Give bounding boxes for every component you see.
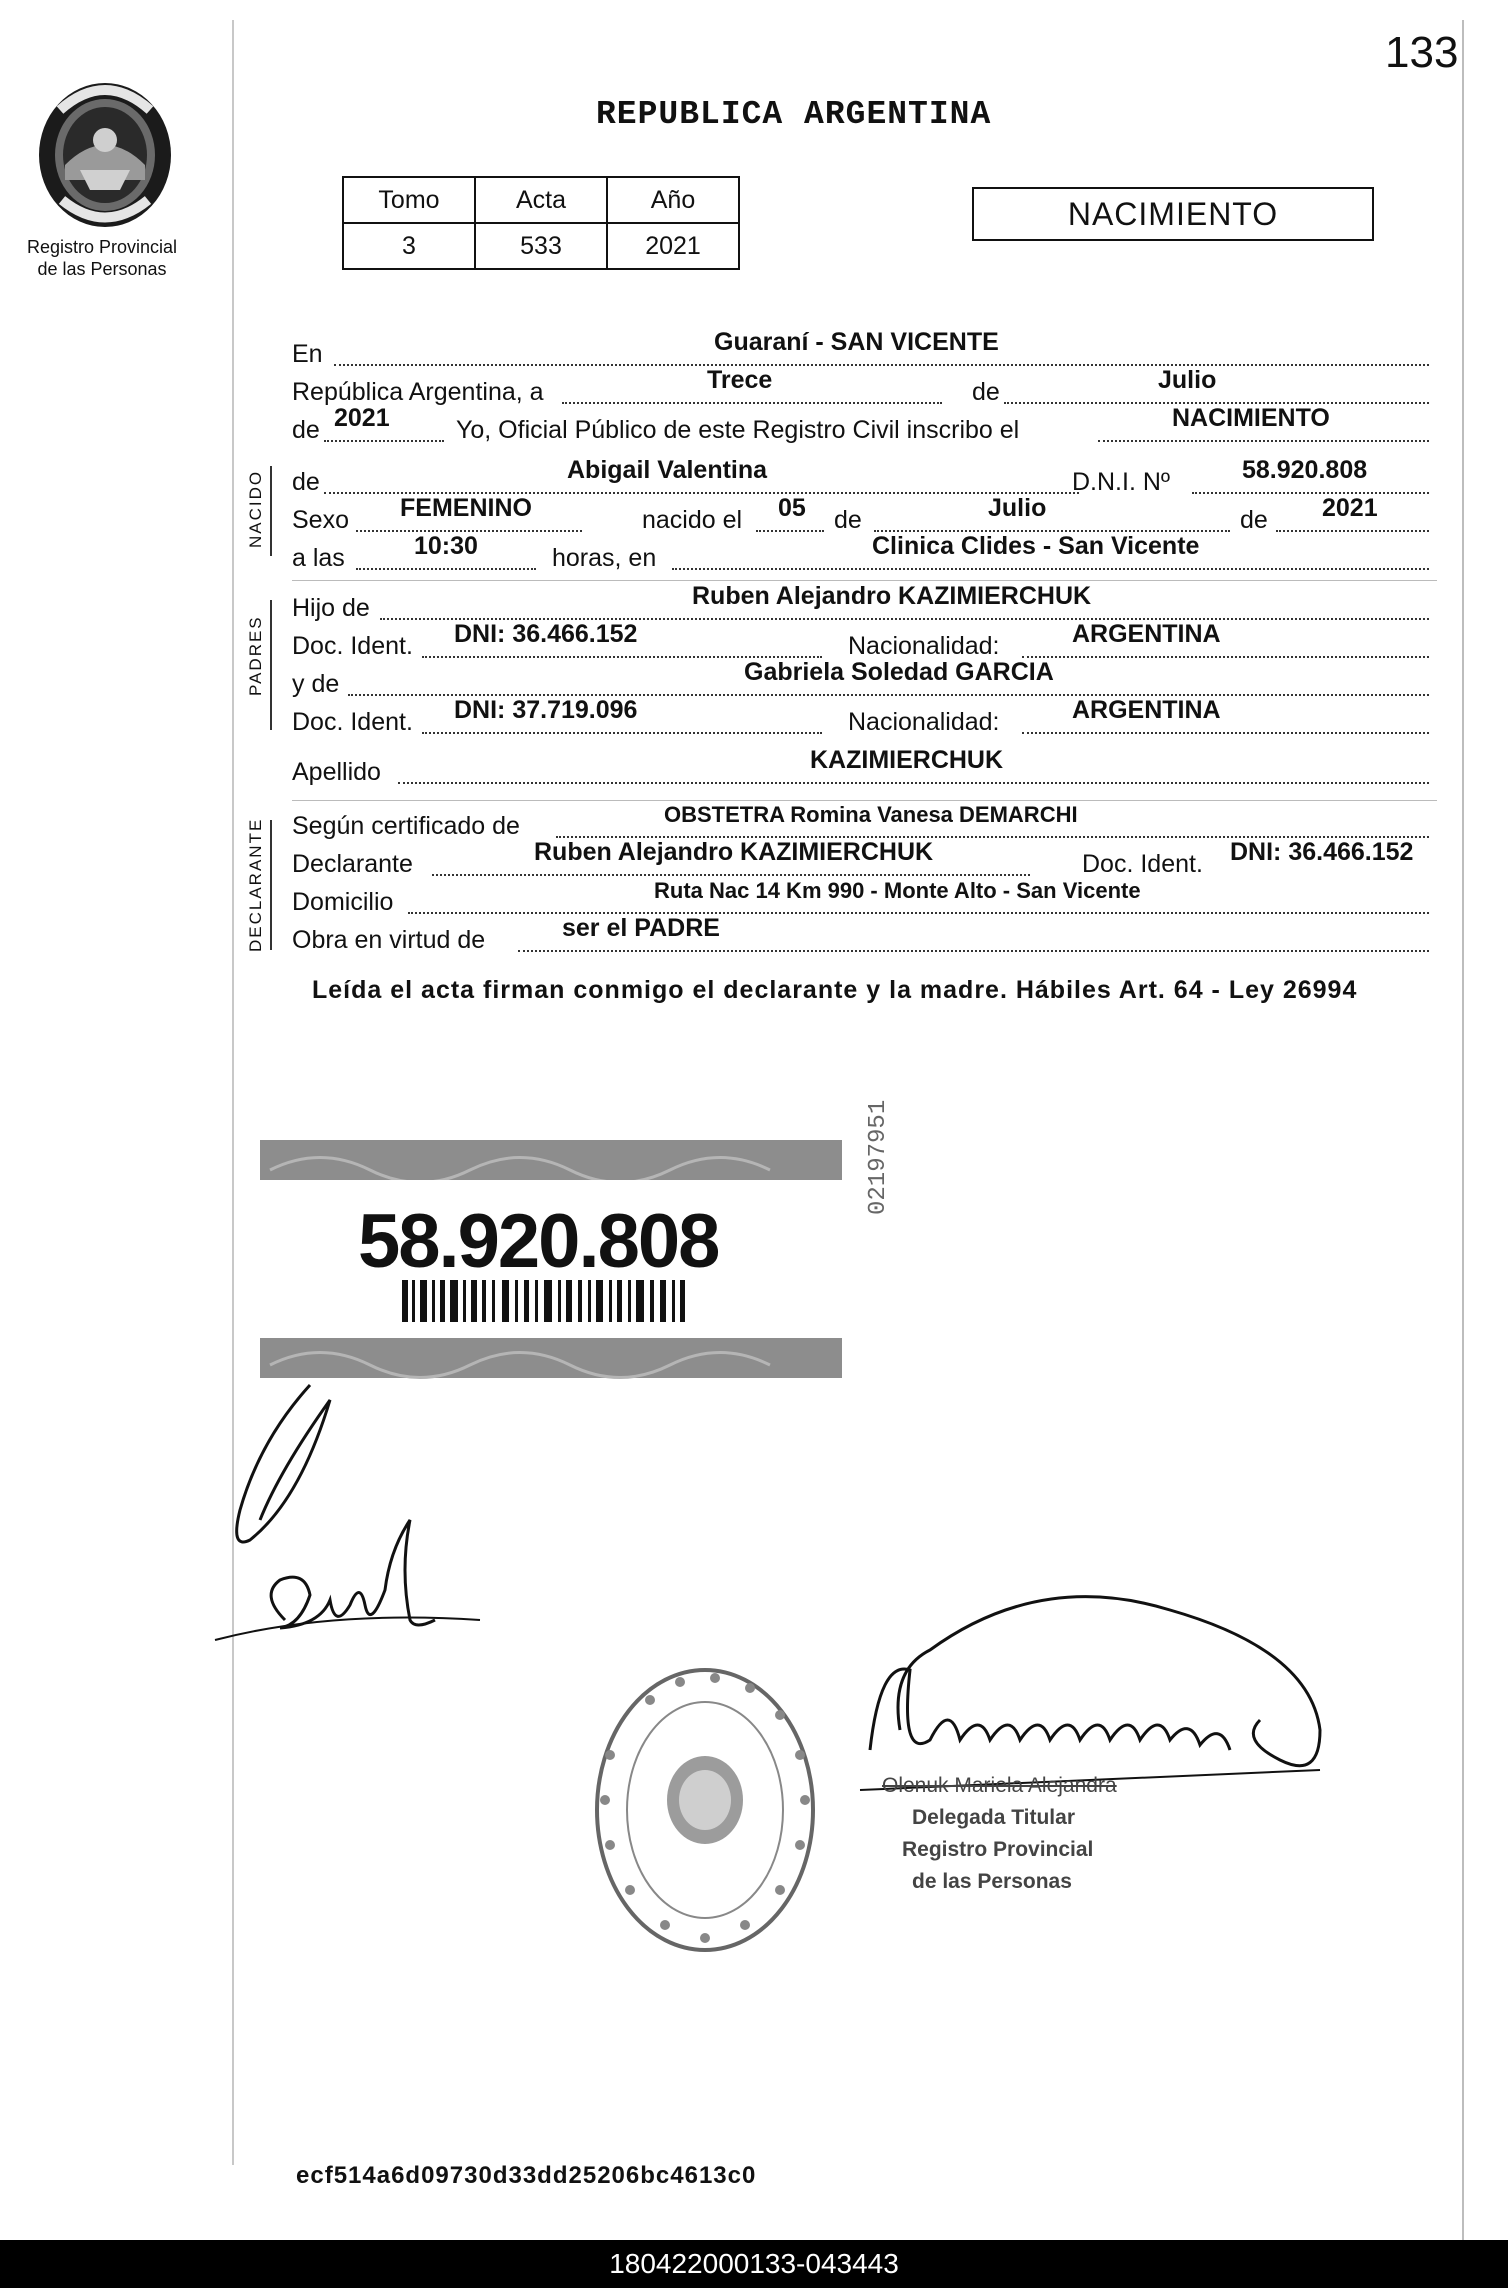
left-margin-line xyxy=(232,20,234,2165)
domicilio-label: Domicilio xyxy=(292,888,394,916)
row-nombre xyxy=(292,456,1437,496)
row-fecha xyxy=(292,366,1437,406)
sexo-label: Sexo xyxy=(292,506,349,534)
declarante-doc-value: DNI: 36.466.152 xyxy=(1230,838,1414,866)
padre-value: Ruben Alejandro KAZIMIERCHUK xyxy=(692,582,1092,610)
y-de-label: y de xyxy=(292,670,340,698)
document-title: REPUBLICA ARGENTINA xyxy=(596,96,992,133)
dni-value: 58.920.808 xyxy=(1242,456,1368,484)
row-obra xyxy=(292,914,1437,954)
row-lugar xyxy=(292,328,1437,368)
declarante-value: Ruben Alejandro KAZIMIERCHUK xyxy=(534,838,934,866)
anio-value: 2021 xyxy=(334,404,390,432)
apellido-value: KAZIMIERCHUK xyxy=(810,746,1004,774)
record-table-cell: 2021 xyxy=(607,223,739,269)
padre-nacionalidad-value: ARGENTINA xyxy=(1072,620,1221,648)
doc-ident-label: Doc. Ident. xyxy=(292,708,413,736)
side-label-padres: PADRES xyxy=(246,615,265,696)
page-edge-line xyxy=(1462,20,1464,2240)
logo-caption xyxy=(12,236,192,280)
registry-seal-stamp xyxy=(590,1660,820,1960)
provincial-emblem-logo xyxy=(30,70,180,230)
nacionalidad-label: Nacionalidad: xyxy=(848,632,1000,660)
official-org-line1: Registro Provincial xyxy=(902,1838,1094,1861)
de-label: de xyxy=(834,506,862,534)
record-table-header: Año xyxy=(607,177,739,223)
inscribo-label: Yo, Oficial Público de este Registro Civil inscribo el xyxy=(456,416,1020,444)
madre-value: Gabriela Soledad GARCIA xyxy=(744,658,1054,686)
hijo-de-label: Hijo de xyxy=(292,594,370,622)
en-label: En xyxy=(292,340,323,368)
official-signature-block xyxy=(882,1770,1117,1898)
nac-anio-value: 2021 xyxy=(1322,494,1378,522)
apellido-label: Apellido xyxy=(292,758,381,786)
record-table-value-row xyxy=(343,223,739,269)
domicilio-value: Ruta Nac 14 Km 990 - Monte Alto - San Vicente xyxy=(654,878,1141,903)
page-number: 133 xyxy=(1385,28,1459,77)
document-hash: ecf514a6d09730d33dd25206bc4613c0 xyxy=(296,2162,757,2189)
dni-sticker-code: 02197951 xyxy=(865,1099,892,1215)
madre-nacionalidad-value: ARGENTINA xyxy=(1072,696,1221,724)
record-table-header-row xyxy=(343,177,739,223)
row-madre xyxy=(292,658,1437,698)
row-inscripcion xyxy=(292,404,1437,444)
record-table xyxy=(342,176,740,270)
madre-doc-value: DNI: 37.719.096 xyxy=(454,696,638,724)
horas-en-label: horas, en xyxy=(552,544,657,572)
nombre-label: de xyxy=(292,468,320,496)
row-apellido xyxy=(292,746,1437,786)
de-label: de xyxy=(972,378,1000,406)
record-type-box: NACIMIENTO xyxy=(972,187,1374,241)
a-las-label: a las xyxy=(292,544,345,572)
row-domicilio xyxy=(292,880,1437,914)
hora-value: 10:30 xyxy=(414,532,478,560)
dni-sticker-number: 58.920.808 xyxy=(358,1199,719,1284)
record-table-cell: 3 xyxy=(343,223,475,269)
dni-sticker xyxy=(260,1140,845,1400)
official-title: Delegada Titular xyxy=(912,1806,1075,1829)
declarante-label: Declarante xyxy=(292,850,413,878)
logo-caption-line1: Registro Provincial xyxy=(26,237,178,257)
nacionalidad-label: Nacionalidad: xyxy=(848,708,1000,736)
dia-value: Trece xyxy=(707,366,773,394)
nac-dia-value: 05 xyxy=(778,494,806,522)
row-declarante xyxy=(292,838,1437,878)
padre-doc-value: DNI: 36.466.152 xyxy=(454,620,638,648)
doc-ident-label: Doc. Ident. xyxy=(292,632,413,660)
row-sexo xyxy=(292,494,1437,534)
lugar-inscripcion-value: Guaraní - SAN VICENTE xyxy=(714,328,999,356)
obra-label: Obra en virtud de xyxy=(292,926,486,954)
certificado-value: OBSTETRA Romina Vanesa DEMARCHI xyxy=(664,802,1078,827)
footer-code: 180422000133-043443 xyxy=(609,2248,899,2279)
official-name: Olenuk Mariela Alejandra xyxy=(882,1774,1117,1797)
record-table-header: Acta xyxy=(475,177,607,223)
obra-value: ser el PADRE xyxy=(562,914,720,942)
dni-label: D.N.I. Nº xyxy=(1072,468,1171,496)
logo-caption-line2: de las Personas xyxy=(37,259,167,279)
inscribo-value: NACIMIENTO xyxy=(1172,404,1330,432)
side-label-nacido: NACIDO xyxy=(246,469,265,548)
mes-value: Julio xyxy=(1158,366,1217,394)
de-label: de xyxy=(1240,506,1268,534)
lugar-nacimiento-value: Clinica Clides - San Vicente xyxy=(872,532,1200,560)
official-org-line2: de las Personas xyxy=(912,1870,1072,1893)
nac-mes-value: Julio xyxy=(988,494,1047,522)
footer-bar xyxy=(0,2240,1508,2288)
side-label-declarante: DECLARANTE xyxy=(246,817,265,952)
row-certificado xyxy=(292,804,1437,838)
sexo-value: FEMENINO xyxy=(400,494,532,522)
closing-statement: Leída el acta firman conmigo el declarante y la madre. Hábiles Art. 64 - Ley 26994 xyxy=(312,976,1358,1004)
de-label: de xyxy=(292,416,320,444)
row-hora xyxy=(292,532,1437,572)
signature-declarante xyxy=(210,1510,490,1670)
declarante-doc-label: Doc. Ident. xyxy=(1082,850,1203,878)
republica-label: República Argentina, a xyxy=(292,378,544,406)
nombre-value: Abigail Valentina xyxy=(567,456,768,484)
row-padre xyxy=(292,582,1437,622)
record-table-header: Tomo xyxy=(343,177,475,223)
nacido-el-label: nacido el xyxy=(642,506,743,534)
record-table-cell: 533 xyxy=(475,223,607,269)
row-padre-doc xyxy=(292,620,1437,660)
row-madre-doc xyxy=(292,696,1437,736)
segun-label: Según certificado de xyxy=(292,812,520,840)
